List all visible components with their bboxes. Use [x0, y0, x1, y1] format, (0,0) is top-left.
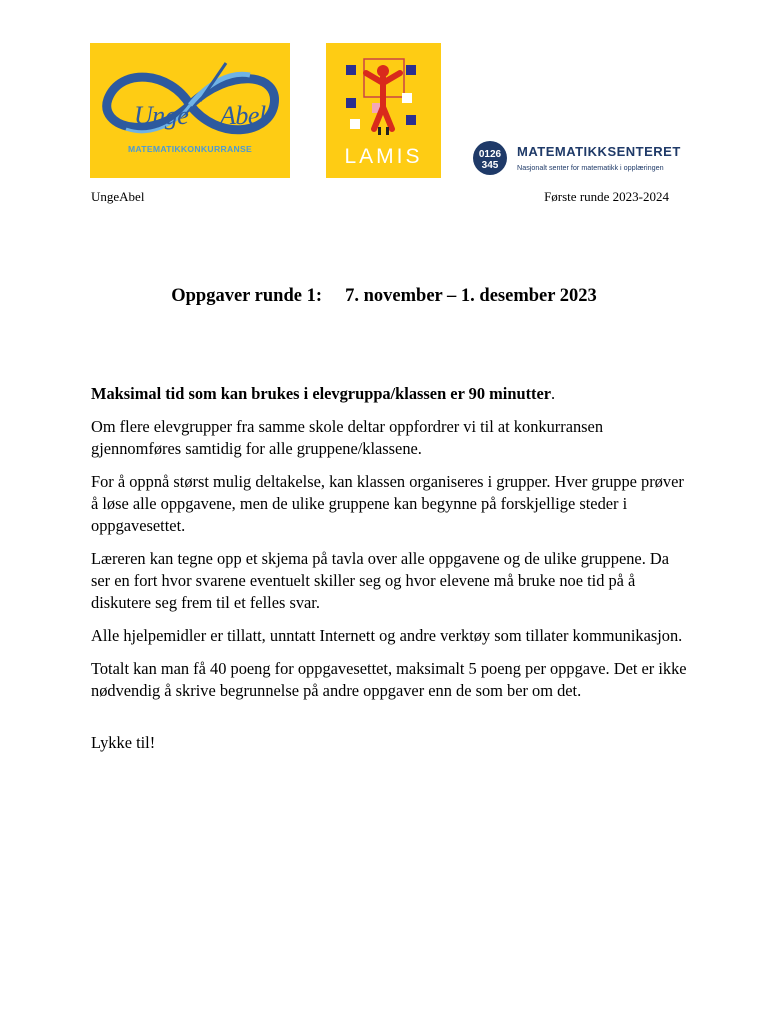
svg-text:0126: 0126: [478, 149, 502, 160]
lamis-text: LAMIS: [344, 145, 423, 168]
lead-text: Maksimal tid som kan brukes i elevgruppa/klassen er 90 minutter: [91, 384, 552, 403]
page-title: Oppgaver runde 1: 7. november – 1. desember 2023: [171, 286, 597, 306]
header-right: Første runde 2023-2024: [544, 189, 669, 204]
instructions: [91, 383, 691, 765]
matematikksenteret-logo: [472, 140, 712, 180]
number-emblem-icon: [472, 140, 512, 180]
paragraph-2: For å oppnå størst mulig deltakelse, kan klassen organiseres i grupper. Hver gruppe prøver å løse alle oppgavene, men de ulike gruppene kan begynne på forskjellige steder i oppgavesettet.: [91, 472, 684, 535]
header-left: UngeAbel: [91, 189, 145, 204]
svg-text:345: 345: [481, 160, 499, 171]
lead-paragraph: [91, 383, 691, 405]
lamis-logo: [326, 43, 441, 178]
lead-period: .: [551, 384, 556, 403]
ungeabel-logo: [90, 43, 290, 178]
paragraph-3: Læreren kan tegne opp et skjema på tavla over alle oppgavene og de ulike gruppene. Da ser en fort hvor svarene eventuelt skiller seg og hvor elevene må bruke noe tid på å diskutere seg frem til et felles svar.: [91, 549, 670, 612]
matematikksenteret-tagline: Nasjonalt senter for matematikk i opplæringen: [517, 163, 664, 172]
ungeabel-word-left: Unge: [134, 101, 189, 130]
paragraph-1: Om flere elevgrupper fra samme skole deltar oppfordrer vi til at konkurransen gjennomføres samtidig for alle gruppene/klassene.: [91, 417, 604, 458]
ungeabel-word-right: Abel: [220, 101, 266, 130]
closing-text: Lykke til!: [91, 733, 156, 752]
ungeabel-subtitle: MATEMATIKKONKURRANSE: [127, 144, 253, 154]
matematikksenteret-name: MATEMATIKKSENTERET: [517, 144, 681, 159]
paragraph-5: Totalt kan man få 40 poeng for oppgavesettet, maksimalt 5 poeng per oppgave. Det er ikke nødvendig å skrive begrunnelse på andre oppgaver enn de som ber om det.: [91, 659, 687, 700]
paragraph-4: Alle hjelpemidler er tillatt, unntatt Internett og andre verktøy som tillater kommunikasjon.: [91, 626, 683, 645]
